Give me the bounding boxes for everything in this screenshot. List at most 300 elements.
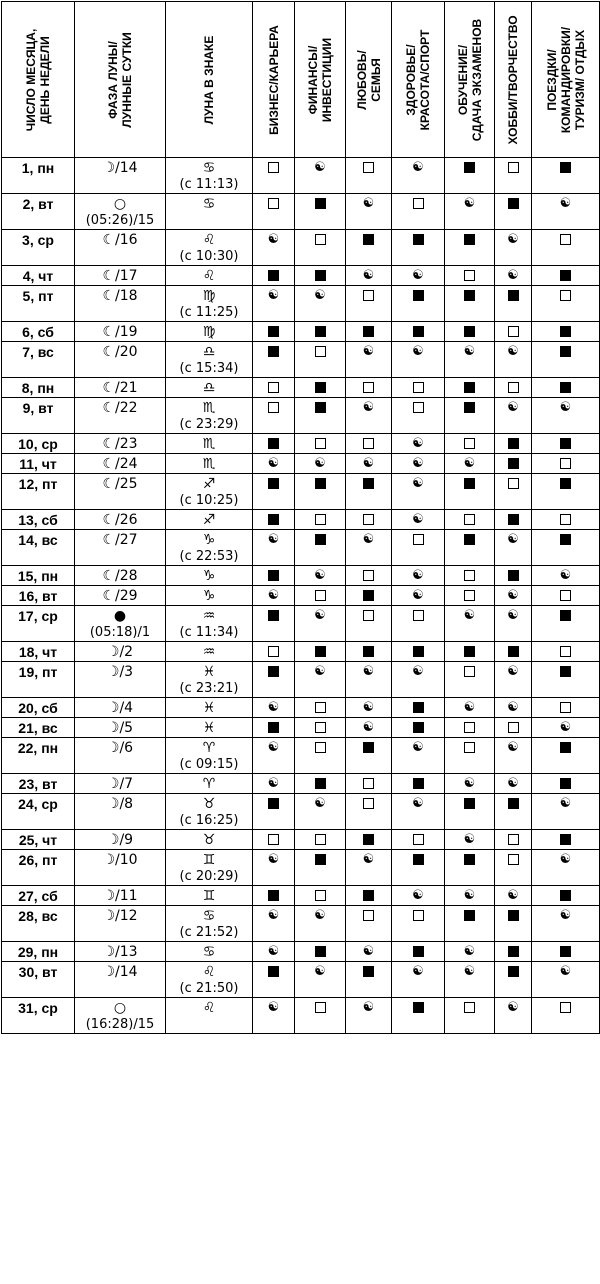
mark-travel — [532, 942, 600, 962]
black-square-icon — [560, 946, 571, 957]
table-row — [2, 266, 600, 286]
day-cell: 5, пт — [2, 286, 75, 322]
mark-travel — [532, 774, 600, 794]
mark-travel — [532, 566, 600, 586]
white-square-icon — [464, 590, 475, 601]
yin-yang-icon: ☯ — [412, 436, 424, 451]
white-square-icon — [560, 234, 571, 245]
mark-finance — [295, 530, 346, 566]
yin-yang-icon: ☯ — [463, 196, 476, 211]
mark-health — [392, 322, 445, 342]
moon-sign-cell — [166, 566, 253, 586]
day-cell: 8, пн — [2, 378, 75, 398]
black-square-icon — [268, 610, 279, 621]
mark-love — [346, 342, 392, 378]
yin-yang-icon: ☯ — [559, 720, 572, 735]
mark-hobby — [495, 830, 532, 850]
black-square-icon — [560, 890, 571, 901]
mark-love — [346, 266, 392, 286]
black-square-icon — [268, 666, 279, 677]
table-row — [2, 738, 600, 774]
mark-hobby — [495, 158, 532, 194]
mark-business — [253, 850, 295, 886]
table-row — [2, 794, 600, 830]
white-square-icon — [315, 514, 326, 525]
yin-yang-icon: ☯ — [314, 964, 326, 979]
day-cell: 27, сб — [2, 886, 75, 906]
mark-finance — [295, 642, 346, 662]
mark-finance — [295, 698, 346, 718]
zodiac-sign-icon: ♊ — [202, 852, 216, 868]
yin-yang-icon: ☯ — [362, 400, 375, 415]
mark-travel — [532, 378, 600, 398]
mark-health — [392, 510, 445, 530]
mark-health — [392, 698, 445, 718]
mark-travel — [532, 510, 600, 530]
mark-business — [253, 566, 295, 586]
mark-hobby — [495, 566, 532, 586]
yin-yang-icon: ☯ — [412, 588, 424, 603]
header-label: ФАЗА ЛУНЫ/ ЛУННЫЕ СУТКИ — [106, 31, 134, 128]
white-square-icon — [363, 798, 374, 809]
mark-love — [346, 510, 392, 530]
sign-entry-time: (с 09:15) — [179, 757, 239, 772]
mark-hobby — [495, 266, 532, 286]
white-square-icon — [560, 702, 571, 713]
mark-finance — [295, 266, 346, 286]
moon-phase: ☾/21 — [102, 380, 138, 396]
yin-yang-icon: ☯ — [267, 776, 280, 791]
black-square-icon — [413, 1002, 424, 1013]
yin-yang-icon: ☯ — [412, 664, 424, 679]
yin-yang-icon: ☯ — [412, 344, 424, 359]
mark-health — [392, 434, 445, 454]
moon-phase: ☽/9 — [106, 832, 134, 848]
zodiac-sign-icon: ♌ — [202, 1000, 216, 1016]
moon-sign-cell — [166, 662, 253, 698]
mark-travel — [532, 794, 600, 830]
yin-yang-icon: ☯ — [412, 476, 424, 491]
moon-phase: ☽/4 — [106, 700, 134, 716]
mark-love — [346, 474, 392, 510]
moon-phase-cell — [75, 266, 166, 286]
black-square-icon — [363, 590, 374, 601]
mark-hobby — [495, 942, 532, 962]
mark-travel — [532, 962, 600, 998]
yin-yang-icon: ☯ — [559, 908, 572, 923]
white-square-icon — [268, 162, 279, 173]
white-square-icon — [315, 438, 326, 449]
moon-phase: ☾/23 — [102, 436, 138, 452]
mark-travel — [532, 454, 600, 474]
yin-yang-icon: ☯ — [267, 1000, 280, 1015]
black-square-icon — [508, 570, 519, 581]
day-cell: 4, чт — [2, 266, 75, 286]
table-row — [2, 718, 600, 738]
mark-study — [445, 586, 495, 606]
mark-finance — [295, 606, 346, 642]
moon-phase-cell — [75, 606, 166, 642]
black-square-icon — [315, 854, 326, 865]
table-row — [2, 322, 600, 342]
mark-study — [445, 794, 495, 830]
day-cell: 10, ср — [2, 434, 75, 454]
mark-hobby — [495, 474, 532, 510]
mark-study — [445, 886, 495, 906]
mark-study — [445, 698, 495, 718]
mark-business — [253, 194, 295, 230]
mark-love — [346, 698, 392, 718]
mark-study — [445, 342, 495, 378]
header-label: БИЗНЕС/КАРЬЕРА — [266, 24, 281, 135]
moon-sign-cell — [166, 266, 253, 286]
moon-phase-cell — [75, 942, 166, 962]
table-row — [2, 998, 600, 1034]
black-square-icon — [268, 722, 279, 733]
black-square-icon — [508, 290, 519, 301]
mark-finance — [295, 454, 346, 474]
mark-study — [445, 510, 495, 530]
mark-travel — [532, 474, 600, 510]
moon-sign-cell — [166, 774, 253, 794]
mark-love — [346, 662, 392, 698]
black-square-icon — [268, 438, 279, 449]
yin-yang-icon: ☯ — [507, 664, 519, 679]
mark-study — [445, 738, 495, 774]
black-square-icon — [560, 778, 571, 789]
white-square-icon — [413, 198, 424, 209]
mark-study — [445, 530, 495, 566]
yin-yang-icon: ☯ — [412, 160, 424, 175]
mark-health — [392, 586, 445, 606]
white-square-icon — [315, 722, 326, 733]
zodiac-sign-icon: ♌ — [202, 964, 216, 980]
header-study — [445, 2, 495, 158]
yin-yang-icon: ☯ — [507, 740, 519, 755]
zodiac-sign-icon: ♏ — [202, 456, 216, 472]
moon-phase: ☽/7 — [106, 776, 134, 792]
zodiac-sign-icon: ♏ — [202, 400, 216, 416]
moon-phase-cell — [75, 738, 166, 774]
mark-study — [445, 962, 495, 998]
yin-yang-icon: ☯ — [463, 964, 476, 979]
zodiac-sign-icon: ♈ — [202, 776, 216, 792]
header-business — [253, 2, 295, 158]
black-square-icon — [315, 646, 326, 657]
moon-sign-cell — [166, 378, 253, 398]
moon-phase: ☽/14 — [102, 160, 138, 176]
moon-sign-cell — [166, 434, 253, 454]
table-row — [2, 342, 600, 378]
white-square-icon — [363, 570, 374, 581]
black-square-icon — [315, 478, 326, 489]
moon-phase: ☾/17 — [102, 268, 138, 284]
black-square-icon — [315, 270, 326, 281]
white-square-icon — [508, 382, 519, 393]
moon-phase: ● — [113, 608, 127, 624]
table-row — [2, 606, 600, 642]
table-row — [2, 194, 600, 230]
mark-study — [445, 642, 495, 662]
lunar-calendar-table — [1, 1, 600, 1034]
black-square-icon — [508, 198, 519, 209]
sign-entry-time: (с 10:30) — [179, 249, 239, 264]
mark-finance — [295, 794, 346, 830]
white-square-icon — [315, 890, 326, 901]
mark-finance — [295, 774, 346, 794]
yin-yang-icon: ☯ — [507, 1000, 519, 1015]
black-square-icon — [464, 798, 475, 809]
table-row — [2, 158, 600, 194]
moon-sign-cell — [166, 194, 253, 230]
mark-love — [346, 962, 392, 998]
mark-finance — [295, 434, 346, 454]
mark-study — [445, 194, 495, 230]
mark-love — [346, 230, 392, 266]
moon-phase-cell — [75, 830, 166, 850]
mark-travel — [532, 906, 600, 942]
mark-hobby — [495, 510, 532, 530]
yin-yang-icon: ☯ — [559, 964, 572, 979]
moon-phase-cell — [75, 718, 166, 738]
moon-phase-cell — [75, 586, 166, 606]
day-cell: 28, вс — [2, 906, 75, 942]
sign-entry-time: (с 22:53) — [179, 549, 239, 564]
yin-yang-icon: ☯ — [314, 568, 326, 583]
sign-entry-time: (с 21:50) — [179, 981, 239, 996]
day-cell: 16, вт — [2, 586, 75, 606]
header-label: ЛУНА В ЗНАКЕ — [202, 35, 216, 124]
zodiac-sign-icon: ♎ — [202, 380, 216, 396]
moon-phase-cell — [75, 698, 166, 718]
table-row — [2, 962, 600, 998]
mark-business — [253, 266, 295, 286]
moon-sign-cell — [166, 794, 253, 830]
yin-yang-icon: ☯ — [362, 268, 375, 283]
header-label: ПОЕЗДКИ/ КОМАНДИРОВКИ/ ТУРИЗМ/ ОТДЫХ — [544, 26, 587, 133]
mark-hobby — [495, 606, 532, 642]
moon-phase: ☽/10 — [102, 852, 138, 868]
yin-yang-icon: ☯ — [362, 456, 375, 471]
moon-phase-cell — [75, 454, 166, 474]
mark-business — [253, 342, 295, 378]
mark-love — [346, 942, 392, 962]
sign-entry-time: (с 16:25) — [179, 813, 239, 828]
yin-yang-icon: ☯ — [463, 700, 476, 715]
zodiac-sign-icon: ♌ — [202, 268, 216, 284]
mark-health — [392, 286, 445, 322]
mark-love — [346, 794, 392, 830]
yin-yang-icon: ☯ — [559, 568, 572, 583]
yin-yang-icon: ☯ — [412, 456, 424, 471]
table-row — [2, 906, 600, 942]
mark-health — [392, 530, 445, 566]
moon-sign-cell — [166, 398, 253, 434]
yin-yang-icon: ☯ — [507, 400, 519, 415]
mark-love — [346, 586, 392, 606]
mark-business — [253, 378, 295, 398]
header-sign — [166, 2, 253, 158]
mark-hobby — [495, 850, 532, 886]
white-square-icon — [315, 234, 326, 245]
yin-yang-icon: ☯ — [362, 944, 375, 959]
white-square-icon — [413, 610, 424, 621]
zodiac-sign-icon: ♉ — [202, 796, 216, 812]
moon-phase-cell — [75, 662, 166, 698]
table-row — [2, 942, 600, 962]
black-square-icon — [268, 798, 279, 809]
zodiac-sign-icon: ♎ — [202, 344, 216, 360]
white-square-icon — [508, 722, 519, 733]
moon-sign-cell — [166, 998, 253, 1034]
moon-phase: ☾/26 — [102, 512, 138, 528]
header-label: ЧИСЛО МЕСЯЦА, ДЕНЬ НЕДЕЛИ — [24, 28, 52, 131]
sign-entry-time: (с 21:52) — [179, 925, 239, 940]
mark-travel — [532, 642, 600, 662]
moon-phase-cell — [75, 342, 166, 378]
mark-health — [392, 454, 445, 474]
yin-yang-icon: ☯ — [412, 568, 424, 583]
mark-study — [445, 158, 495, 194]
white-square-icon — [315, 702, 326, 713]
mark-health — [392, 662, 445, 698]
moon-phase: ☽/11 — [102, 888, 138, 904]
mark-finance — [295, 158, 346, 194]
mark-health — [392, 794, 445, 830]
black-square-icon — [413, 234, 424, 245]
zodiac-sign-icon: ♌ — [202, 232, 216, 248]
yin-yang-icon: ☯ — [507, 268, 519, 283]
white-square-icon — [560, 1002, 571, 1013]
header-label: ХОББИ/ТВОРЧЕСТВО — [506, 14, 520, 145]
mark-finance — [295, 830, 346, 850]
white-square-icon — [315, 346, 326, 357]
moon-phase: ☽/6 — [106, 740, 134, 756]
moon-phase-cell — [75, 886, 166, 906]
moon-phase-cell — [75, 378, 166, 398]
moon-sign-cell — [166, 962, 253, 998]
black-square-icon — [413, 326, 424, 337]
yin-yang-icon: ☯ — [463, 888, 476, 903]
black-square-icon — [464, 290, 475, 301]
black-square-icon — [508, 798, 519, 809]
black-square-icon — [413, 646, 424, 657]
mark-hobby — [495, 434, 532, 454]
yin-yang-icon: ☯ — [463, 832, 476, 847]
yin-yang-icon: ☯ — [267, 944, 280, 959]
table-row — [2, 378, 600, 398]
day-cell: 3, ср — [2, 230, 75, 266]
header-love — [346, 2, 392, 158]
sign-entry-time: (с 20:29) — [179, 869, 239, 884]
mark-love — [346, 566, 392, 586]
moon-phase: ☽/3 — [106, 664, 134, 680]
white-square-icon — [413, 834, 424, 845]
black-square-icon — [464, 234, 475, 245]
yin-yang-icon: ☯ — [267, 456, 280, 471]
yin-yang-icon: ☯ — [314, 664, 326, 679]
yin-yang-icon: ☯ — [507, 776, 519, 791]
mark-finance — [295, 194, 346, 230]
mark-finance — [295, 566, 346, 586]
mark-business — [253, 738, 295, 774]
black-square-icon — [560, 162, 571, 173]
day-cell: 13, сб — [2, 510, 75, 530]
yin-yang-icon: ☯ — [412, 888, 424, 903]
mark-business — [253, 774, 295, 794]
mark-business — [253, 698, 295, 718]
sign-entry-time: (с 11:25) — [179, 305, 239, 320]
black-square-icon — [363, 966, 374, 977]
mark-travel — [532, 998, 600, 1034]
yin-yang-icon: ☯ — [267, 852, 280, 867]
yin-yang-icon: ☯ — [314, 908, 326, 923]
white-square-icon — [508, 834, 519, 845]
moon-phase: ☽/5 — [106, 720, 134, 736]
yin-yang-icon: ☯ — [463, 344, 476, 359]
day-cell: 19, пт — [2, 662, 75, 698]
mark-health — [392, 738, 445, 774]
zodiac-sign-icon: ♒ — [202, 608, 216, 624]
mark-study — [445, 266, 495, 286]
mark-travel — [532, 738, 600, 774]
mark-finance — [295, 586, 346, 606]
white-square-icon — [363, 382, 374, 393]
mark-business — [253, 230, 295, 266]
black-square-icon — [560, 666, 571, 677]
mark-love — [346, 398, 392, 434]
yin-yang-icon: ☯ — [267, 908, 280, 923]
zodiac-sign-icon: ♋ — [202, 908, 216, 924]
black-square-icon — [560, 346, 571, 357]
moon-phase: ○ — [113, 196, 127, 212]
black-square-icon — [268, 966, 279, 977]
black-square-icon — [560, 382, 571, 393]
header-finance — [295, 2, 346, 158]
black-square-icon — [363, 478, 374, 489]
mark-finance — [295, 942, 346, 962]
mark-love — [346, 718, 392, 738]
moon-sign-cell — [166, 342, 253, 378]
black-square-icon — [508, 514, 519, 525]
black-square-icon — [560, 534, 571, 545]
day-cell: 17, ср — [2, 606, 75, 642]
mark-hobby — [495, 230, 532, 266]
yin-yang-icon: ☯ — [362, 720, 375, 735]
zodiac-sign-icon: ♓ — [202, 700, 216, 716]
mark-travel — [532, 322, 600, 342]
mark-finance — [295, 474, 346, 510]
black-square-icon — [363, 326, 374, 337]
mark-travel — [532, 606, 600, 642]
white-square-icon — [363, 778, 374, 789]
mark-business — [253, 830, 295, 850]
mark-business — [253, 286, 295, 322]
table-row — [2, 434, 600, 454]
day-cell: 26, пт — [2, 850, 75, 886]
yin-yang-icon: ☯ — [362, 700, 375, 715]
table-row — [2, 510, 600, 530]
yin-yang-icon: ☯ — [362, 852, 375, 867]
white-square-icon — [315, 590, 326, 601]
mark-travel — [532, 698, 600, 718]
moon-sign-cell — [166, 322, 253, 342]
mark-business — [253, 998, 295, 1034]
yin-yang-icon: ☯ — [463, 944, 476, 959]
header-label: ЛЮБОВЬ/ СЕМЬЯ — [354, 49, 383, 110]
black-square-icon — [560, 270, 571, 281]
white-square-icon — [508, 478, 519, 489]
